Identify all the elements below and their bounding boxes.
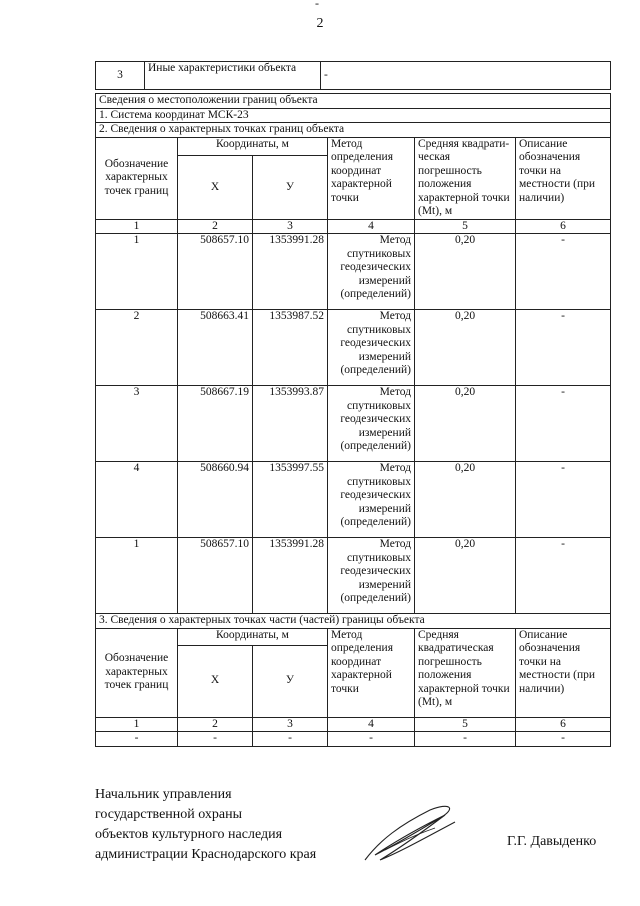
s2-header-y: У bbox=[253, 156, 328, 219]
empty-cell: - bbox=[328, 732, 415, 747]
s3-header-coords: Координаты, м bbox=[178, 628, 328, 645]
method: Метод спутниковых геодезических измерений (определений) bbox=[328, 462, 415, 538]
char-row-number: 3 bbox=[96, 62, 145, 90]
coord-x: 508657.10 bbox=[178, 538, 253, 614]
section2-title: 2. Сведения о характерных точках границ объекта bbox=[96, 123, 611, 138]
s3-header-desc: Описание обозначения точки на местности (при наличии) bbox=[516, 628, 611, 717]
coord-x: 508667.19 bbox=[178, 386, 253, 462]
s3-colnum: 5 bbox=[415, 717, 516, 732]
coord-x: 508657.10 bbox=[178, 234, 253, 310]
coord-y: 1353987.52 bbox=[253, 310, 328, 386]
s3-colnum: 4 bbox=[328, 717, 415, 732]
s2-header-method: Метод определения координат характерной точки bbox=[328, 137, 415, 219]
s3-column-numbers bbox=[96, 717, 611, 732]
coord-x: 508663.41 bbox=[178, 310, 253, 386]
signatory-name: Г.Г. Давыденко bbox=[507, 834, 597, 849]
s3-colnum: 2 bbox=[178, 717, 253, 732]
s2-colnum: 1 bbox=[96, 219, 178, 234]
signature-title-line: государственной охраны bbox=[95, 807, 243, 822]
method: Метод спутниковых геодезических измерений (определений) bbox=[328, 538, 415, 614]
coord-y: 1353991.28 bbox=[253, 234, 328, 310]
signature-title-line: администрации Краснодарского края bbox=[95, 847, 317, 862]
table-row bbox=[96, 310, 611, 386]
coord-system: 1. Система координат МСК-23 bbox=[96, 108, 611, 123]
coord-y: 1353997.55 bbox=[253, 462, 328, 538]
signature-title-line: Начальник управления bbox=[95, 787, 232, 802]
empty-cell: - bbox=[516, 732, 611, 747]
signature-block bbox=[95, 785, 316, 865]
method: Метод спутниковых геодезических измерений (определений) bbox=[328, 310, 415, 386]
empty-cell: - bbox=[415, 732, 516, 747]
s3-colnum: 3 bbox=[253, 717, 328, 732]
s2-colnum: 6 bbox=[516, 219, 611, 234]
description: - bbox=[516, 234, 611, 310]
empty-cell: - bbox=[178, 732, 253, 747]
description: - bbox=[516, 310, 611, 386]
s2-header-error: Средняя квадрати-ческая погрешность положения характерной точки (Mt), м bbox=[415, 137, 516, 219]
point-id: 2 bbox=[96, 310, 178, 386]
empty-cell: - bbox=[96, 732, 178, 747]
s2-header-coords: Координаты, м bbox=[178, 137, 328, 156]
error: 0,20 bbox=[415, 234, 516, 310]
method: Метод спутниковых геодезических измерений (определений) bbox=[328, 234, 415, 310]
description: - bbox=[516, 386, 611, 462]
table-row bbox=[96, 538, 611, 614]
error: 0,20 bbox=[415, 310, 516, 386]
s2-header-desc: Описание обозначения точки на местности (при наличии) bbox=[516, 137, 611, 219]
coord-y: 1353993.87 bbox=[253, 386, 328, 462]
characteristics-table bbox=[95, 61, 611, 90]
s2-colnum: 2 bbox=[178, 219, 253, 234]
s3-colnum: 1 bbox=[96, 717, 178, 732]
s2-colnum: 4 bbox=[328, 219, 415, 234]
error: 0,20 bbox=[415, 462, 516, 538]
empty-cell: - bbox=[253, 732, 328, 747]
coord-y: 1353991.28 bbox=[253, 538, 328, 614]
table-row bbox=[96, 462, 611, 538]
section3-title: 3. Сведения о характерных точках части (частей) границы объекта bbox=[96, 614, 611, 629]
table-row bbox=[96, 732, 611, 747]
point-id: 3 bbox=[96, 386, 178, 462]
s2-header-x: X bbox=[178, 156, 253, 219]
signature-title-line: объектов культурного наследия bbox=[95, 827, 283, 842]
table-row bbox=[96, 234, 611, 310]
error: 0,20 bbox=[415, 386, 516, 462]
s2-colnum: 3 bbox=[253, 219, 328, 234]
page-number: 2 bbox=[316, 16, 324, 31]
point-id: 4 bbox=[96, 462, 178, 538]
char-row-label: Иные характеристики объекта bbox=[145, 62, 321, 90]
location-table bbox=[95, 93, 611, 747]
s3-header-y: У bbox=[253, 645, 328, 717]
s3-header-error: Средняя квадратическая погрешность положения характерной точки (Mt), м bbox=[415, 628, 516, 717]
description: - bbox=[516, 462, 611, 538]
table-row bbox=[96, 386, 611, 462]
error: 0,20 bbox=[415, 538, 516, 614]
point-id: 1 bbox=[96, 234, 178, 310]
handwritten-signature bbox=[355, 800, 465, 870]
s2-column-numbers bbox=[96, 219, 611, 234]
s3-header-x: Х bbox=[178, 645, 253, 717]
char-row-value: - bbox=[321, 62, 611, 90]
method: Метод спутниковых геодезических измерений (определений) bbox=[328, 386, 415, 462]
coord-x: 508660.94 bbox=[178, 462, 253, 538]
s2-colnum: 5 bbox=[415, 219, 516, 234]
s3-header-method: Метод определения координат характерной точки bbox=[328, 628, 415, 717]
s3-colnum: 6 bbox=[516, 717, 611, 732]
location-header: Сведения о местоположении границ объекта bbox=[96, 94, 611, 109]
point-id: 1 bbox=[96, 538, 178, 614]
s2-header-point: Обозначение характерных точек границ bbox=[96, 137, 178, 219]
s3-header-point: Обозначение характерных точек границ bbox=[96, 628, 178, 717]
top-mark: - bbox=[315, 0, 319, 10]
description: - bbox=[516, 538, 611, 614]
